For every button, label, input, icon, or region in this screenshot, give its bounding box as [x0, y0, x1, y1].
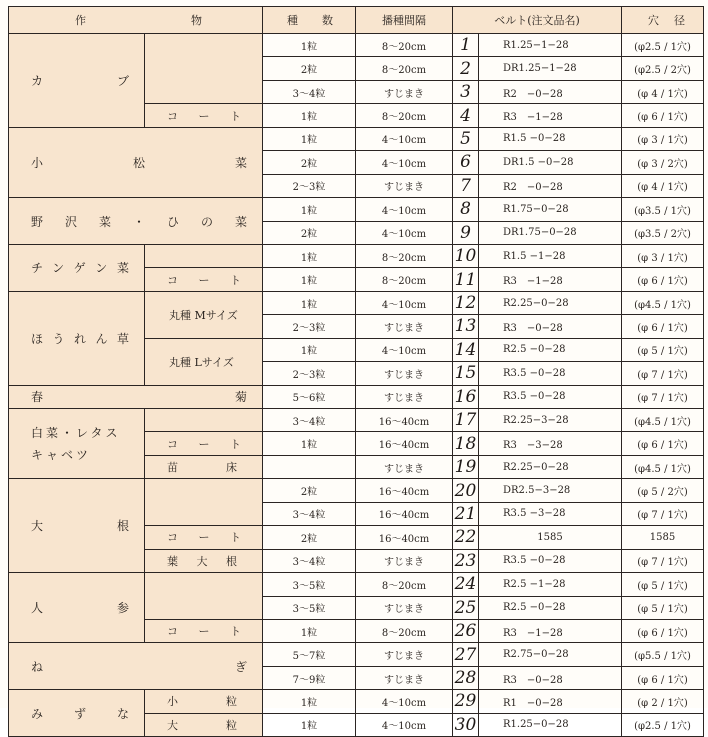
hole-cell: (φ4.5 / 1穴) [622, 291, 704, 314]
seeds-cell: 2～3粒 [263, 362, 356, 385]
belt-cell: R3 −1−28 [479, 104, 622, 127]
seeds-cell: 2～3粒 [263, 315, 356, 338]
seeds-cell: 2粒 [263, 479, 356, 502]
belt-cell: R1.25−1−28 [479, 34, 622, 57]
hole-cell: (φ 6 / 1穴) [622, 268, 704, 291]
spacing-cell: 8～20cm [356, 573, 453, 596]
row-number: 16 [453, 385, 479, 408]
crop-hakusai-line2: キャベツ [31, 447, 92, 462]
seeds-cell: 5～7粒 [263, 643, 356, 666]
belt-cell: R3 −0−28 [479, 315, 622, 338]
row-number: 11 [453, 268, 479, 291]
spacing-cell: 8～20cm [356, 57, 453, 80]
row-number: 18 [453, 432, 479, 455]
sub-coat: コート [145, 432, 263, 455]
seeds-cell: 1粒 [263, 198, 356, 221]
sub-ootsubu: 大 粒 [145, 713, 263, 736]
row-number: 1 [453, 34, 479, 57]
belt-cell: R2 −0−28 [479, 174, 622, 197]
seeds-cell: 3～4粒 [263, 80, 356, 103]
hole-cell: (φ 7 / 1穴) [622, 362, 704, 385]
table-row [9, 34, 704, 57]
spacing-cell: 4～10cm [356, 198, 453, 221]
seeds-cell: 1粒 [263, 291, 356, 314]
crop-chingensai: チンゲン菜 [9, 244, 145, 291]
row-number: 24 [453, 573, 479, 596]
crop-shungiku: 春 菊 [9, 385, 263, 408]
row-number: 27 [453, 643, 479, 666]
belt-cell: R1.5 −1−28 [479, 244, 622, 267]
hole-cell: (φ 5 / 1穴) [622, 338, 704, 361]
spacing-cell: すじまき [356, 174, 453, 197]
spacing-cell: 4～10cm [356, 221, 453, 244]
hole-cell: (φ 7 / 1穴) [622, 502, 704, 525]
hole-cell: (φ 6 / 1穴) [622, 315, 704, 338]
spacing-cell: すじまき [356, 455, 453, 478]
hole-cell: (φ 5 / 1穴) [622, 573, 704, 596]
hole-cell: (φ4.5 / 1穴) [622, 409, 704, 432]
crop-horenso: ほうれん草 [9, 291, 145, 385]
spacing-cell: 8～20cm [356, 104, 453, 127]
hole-cell: (φ 7 / 1穴) [622, 385, 704, 408]
seeds-cell: 1粒 [263, 104, 356, 127]
row-number: 13 [453, 315, 479, 338]
hole-cell: (φ 6 / 1穴) [622, 432, 704, 455]
hole-cell: (φ2.5 / 1穴) [622, 34, 704, 57]
seeds-cell: 3～4粒 [263, 409, 356, 432]
row-number: 21 [453, 502, 479, 525]
seeds-cell: 3～4粒 [263, 549, 356, 572]
hole-cell: (φ3.5 / 1穴) [622, 198, 704, 221]
belt-cell: R3.5 −0−28 [479, 362, 622, 385]
belt-cell: R2.5 −0−28 [479, 596, 622, 619]
sub-l-size: 丸種 Lサイズ [145, 338, 263, 385]
header-belt: ベルト(注文品名) [453, 7, 622, 34]
row-number: 30 [453, 713, 479, 736]
hole-cell: (φ 5 / 2穴) [622, 479, 704, 502]
table-row [9, 409, 704, 432]
spacing-cell: 4～10cm [356, 291, 453, 314]
sub-naedoko: 苗 床 [145, 455, 263, 478]
table-row [9, 573, 704, 596]
crop-nozawana: 野 沢 菜 ・ ひ の 菜 [9, 198, 263, 245]
crop-negi: ね ぎ [9, 643, 263, 690]
belt-cell: R2.5 −1−28 [479, 573, 622, 596]
belt-cell: R2.25−0−28 [479, 455, 622, 478]
row-number: 10 [453, 244, 479, 267]
spacing-cell: すじまき [356, 362, 453, 385]
row-number: 7 [453, 174, 479, 197]
crop-hakusai [9, 409, 145, 479]
belt-cell: R1 −0−28 [479, 690, 622, 713]
sub-hadaikon: 葉大根 [145, 549, 263, 572]
hole-cell: (φ 3 / 1穴) [622, 127, 704, 150]
seeds-cell: 2粒 [263, 57, 356, 80]
spacing-cell: 4～10cm [356, 690, 453, 713]
seeds-cell: 1粒 [263, 127, 356, 150]
row-number: 15 [453, 362, 479, 385]
belt-cell: R3.5 −0−28 [479, 385, 622, 408]
spacing-cell: 8～20cm [356, 244, 453, 267]
row-number: 26 [453, 619, 479, 642]
hole-cell: (φ 3 / 2穴) [622, 151, 704, 174]
crop-komatsuna: 小 松 菜 [9, 127, 263, 197]
sub-kotsubu: 小 粒 [145, 690, 263, 713]
table-row [9, 690, 704, 713]
sub-blank [145, 573, 263, 620]
header-crop: 作 物 [9, 7, 263, 34]
belt-cell: R2.75−0−28 [479, 643, 622, 666]
spacing-cell: 4～10cm [356, 127, 453, 150]
row-number: 3 [453, 80, 479, 103]
hole-cell: (φ 4 / 1穴) [622, 174, 704, 197]
crop-ninjin: 人 参 [9, 573, 145, 643]
seeds-cell: 1粒 [263, 338, 356, 361]
hole-cell: 1585 [622, 526, 704, 549]
spacing-cell: すじまき [356, 549, 453, 572]
sub-blank [145, 479, 263, 526]
hole-cell: (φ5.5 / 1穴) [622, 643, 704, 666]
crop-daikon: 大 根 [9, 479, 145, 573]
sub-m-size: 丸種 Mサイズ [145, 291, 263, 338]
belt-cell: 1585 [479, 526, 622, 549]
seeds-cell: 5～6粒 [263, 385, 356, 408]
row-number: 5 [453, 127, 479, 150]
hole-cell: (φ 7 / 1穴) [622, 549, 704, 572]
table-row [9, 127, 704, 150]
belt-cell: R3 −0−28 [479, 666, 622, 689]
spacing-cell: 16～40cm [356, 479, 453, 502]
row-number: 22 [453, 526, 479, 549]
spacing-cell: 8～20cm [356, 34, 453, 57]
row-number: 2 [453, 57, 479, 80]
belt-cell: R2.25−3−28 [479, 409, 622, 432]
table-row [9, 643, 704, 666]
seeds-cell: 3～5粒 [263, 573, 356, 596]
spacing-cell: すじまき [356, 666, 453, 689]
belt-cell: R1.5 −0−28 [479, 127, 622, 150]
table-row [9, 291, 704, 314]
belt-cell: R2.25−0−28 [479, 291, 622, 314]
spacing-cell: すじまき [356, 315, 453, 338]
hole-cell: (φ2.5 / 2穴) [622, 57, 704, 80]
hole-cell: (φ 6 / 1穴) [622, 619, 704, 642]
seeds-cell: 3～5粒 [263, 596, 356, 619]
spacing-cell: すじまき [356, 643, 453, 666]
seeds-cell: 2粒 [263, 526, 356, 549]
seed-belt-table [8, 6, 704, 737]
seeds-cell: 1粒 [263, 244, 356, 267]
spacing-cell: 8～20cm [356, 619, 453, 642]
sub-blank [145, 34, 263, 104]
spacing-cell: 16～40cm [356, 432, 453, 455]
sub-coat: コート [145, 619, 263, 642]
hole-cell: (φ 5 / 1穴) [622, 596, 704, 619]
row-number: 28 [453, 666, 479, 689]
spacing-cell: 4～10cm [356, 151, 453, 174]
seeds-cell: 2～3粒 [263, 174, 356, 197]
belt-cell: R1.25−0−28 [479, 713, 622, 736]
seeds-cell: 1粒 [263, 268, 356, 291]
spacing-cell: 8～20cm [356, 268, 453, 291]
belt-cell: DR1.75−0−28 [479, 221, 622, 244]
belt-cell: R3 −1−28 [479, 268, 622, 291]
table-row [9, 244, 704, 267]
spacing-cell: 4～10cm [356, 713, 453, 736]
row-number: 20 [453, 479, 479, 502]
row-number: 6 [453, 151, 479, 174]
spacing-cell: すじまき [356, 80, 453, 103]
sub-coat: コート [145, 104, 263, 127]
seeds-cell: 1粒 [263, 619, 356, 642]
seeds-cell: 1粒 [263, 432, 356, 455]
hole-cell: (φ4.5 / 1穴) [622, 455, 704, 478]
row-number: 8 [453, 198, 479, 221]
crop-hakusai-line1: 白菜・レタス [31, 425, 121, 440]
belt-cell: DR1.5 −0−28 [479, 151, 622, 174]
belt-cell: R2.5 −0−28 [479, 338, 622, 361]
hole-cell: (φ2.5 / 1穴) [622, 713, 704, 736]
seeds-cell: 1粒 [263, 713, 356, 736]
header-seeds: 種 数 [263, 7, 356, 34]
belt-cell: R3 −3−28 [479, 432, 622, 455]
spacing-cell: すじまき [356, 596, 453, 619]
spacing-cell: 16～40cm [356, 526, 453, 549]
row-number: 14 [453, 338, 479, 361]
crop-mizuna: み ず な [9, 690, 145, 737]
hole-cell: (φ 4 / 1穴) [622, 80, 704, 103]
spacing-cell: すじまき [356, 385, 453, 408]
belt-cell: R3.5 −3−28 [479, 502, 622, 525]
belt-cell: R1.75−0−28 [479, 198, 622, 221]
row-number: 17 [453, 409, 479, 432]
crop-kabu: カ ブ [9, 34, 145, 128]
header-row [9, 7, 704, 34]
row-number: 23 [453, 549, 479, 572]
row-number: 25 [453, 596, 479, 619]
row-number: 12 [453, 291, 479, 314]
seeds-cell: 3～4粒 [263, 502, 356, 525]
hole-cell: (φ3.5 / 2穴) [622, 221, 704, 244]
belt-cell: DR1.25−1−28 [479, 57, 622, 80]
hole-cell: (φ 6 / 1穴) [622, 104, 704, 127]
spacing-cell: 16～40cm [356, 409, 453, 432]
hole-cell: (φ 3 / 1穴) [622, 244, 704, 267]
header-spacing: 播種間隔 [356, 7, 453, 34]
seeds-cell: 2粒 [263, 151, 356, 174]
sub-coat: コート [145, 526, 263, 549]
seeds-cell [263, 455, 356, 478]
header-hole: 穴 径 [622, 7, 704, 34]
sub-blank [145, 409, 263, 432]
table-row [9, 479, 704, 502]
row-number: 9 [453, 221, 479, 244]
table-row [9, 385, 704, 408]
seeds-cell: 2粒 [263, 221, 356, 244]
hole-cell: (φ 6 / 1穴) [622, 666, 704, 689]
belt-cell: R3.5 −0−28 [479, 549, 622, 572]
sub-coat: コート [145, 268, 263, 291]
belt-cell: R2 −0−28 [479, 80, 622, 103]
seeds-cell: 7～9粒 [263, 666, 356, 689]
row-number: 29 [453, 690, 479, 713]
belt-cell: R3 −1−28 [479, 619, 622, 642]
seeds-cell: 1粒 [263, 690, 356, 713]
spacing-cell: 16～40cm [356, 502, 453, 525]
row-number: 19 [453, 455, 479, 478]
hole-cell: (φ 2 / 1穴) [622, 690, 704, 713]
belt-cell: DR2.5−3−28 [479, 479, 622, 502]
seeds-cell: 1粒 [263, 34, 356, 57]
table-row [9, 198, 704, 221]
row-number: 4 [453, 104, 479, 127]
sub-blank [145, 244, 263, 267]
spacing-cell: 4～10cm [356, 338, 453, 361]
